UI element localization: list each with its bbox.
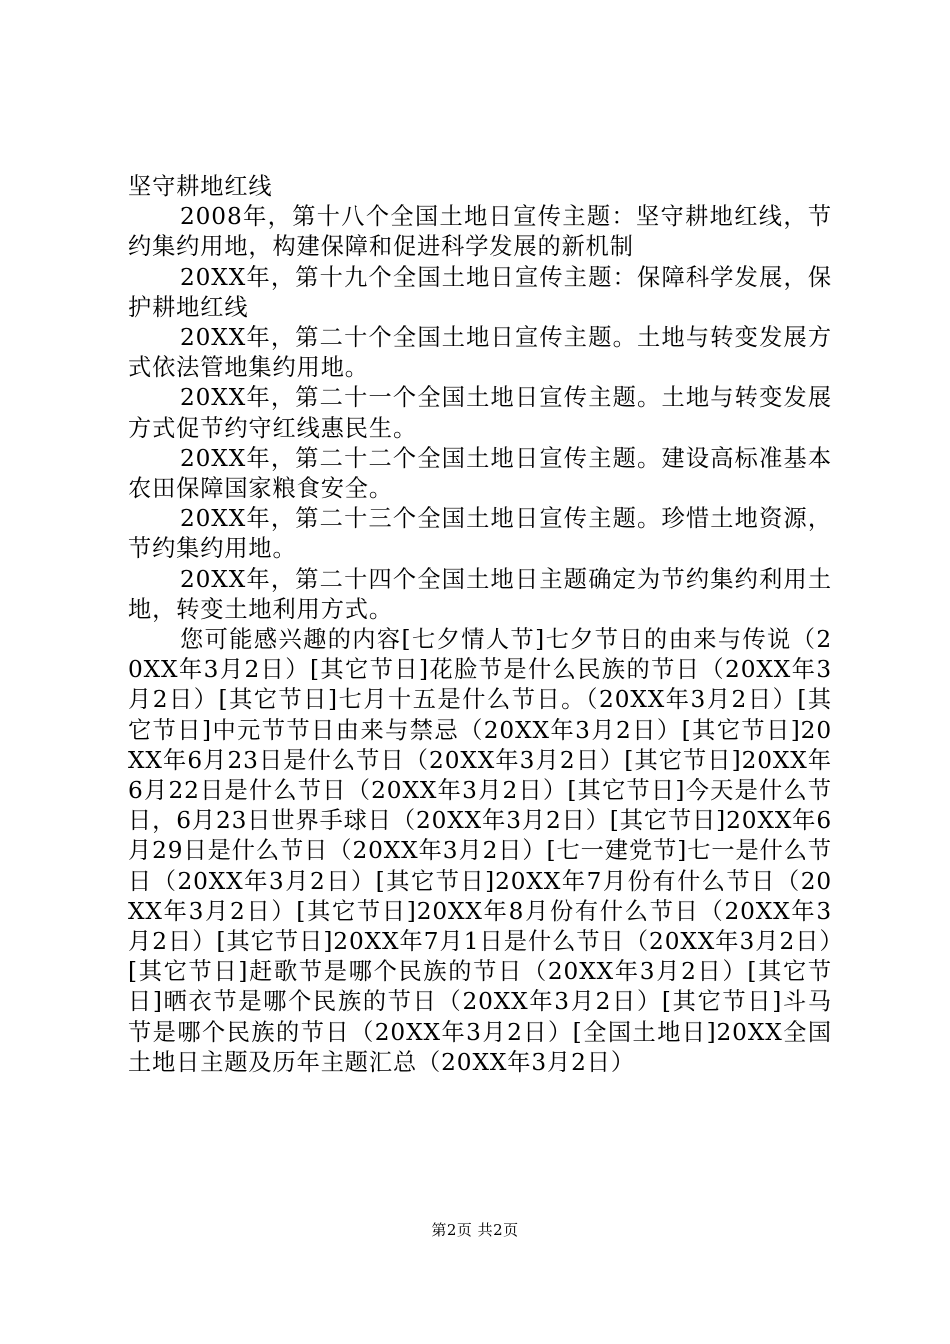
- paragraph-20th-theme: 20XX年，第二十个全国土地日宣传主题。土地与转变发展方式依法管地集约用地。: [128, 324, 832, 382]
- document-body: [128, 172, 832, 1078]
- paragraph-22nd-theme: 20XX年，第二十二个全国土地日宣传主题。建设高标准基本农田保障国家粮食安全。: [128, 444, 832, 503]
- paragraph-19th-theme: 20XX年，第十九个全国土地日宣传主题：保障科学发展，保护耕地红线: [128, 263, 832, 321]
- page-number-footer: 第2页 共2页: [431, 1221, 519, 1239]
- paragraph-2008-theme: 2008年，第十八个全国土地日宣传主题：坚守耕地红线，节约集约用地，构建保障和促进科学发展的新机制: [128, 203, 832, 261]
- related-content-paragraph: 您可能感兴趣的内容[七夕情人节]七夕节日的由来与传说（20XX年3月2日）[其它节日]花脸节是什么民族的节日（20XX年3月2日）[其它节日]七月十五是什么节日。（20XX年3月2日）[其它节日]中元节节日由来与禁忌（20XX年3月2日）[其它节日]20XX年6月23日是什么节日（20XX年3月2日）[其它节日]20XX年6月22日是什么节日（20XX年3月2日）[其它节日]今天是什么节日，6月23日世界手球日（20XX年3月2日）[其它节日]20XX年6月29日是什么节日（20XX年3月2日）[七一建党节]七一是什么节日（20XX年3月2日）[其它节日]20XX年7月份有什么节日（20XX年3月2日）[其它节日]20XX年8月份有什么节日（20XX年3月2日）[其它节日]20XX年7月1日是什么节日（20XX年3月2日）[其它节日]赶歌节是哪个民族的节日（20XX年3月2日）[其它节日]晒衣节是哪个民族的节日（20XX年3月2日）[其它节日]斗马节是哪个民族的节日（20XX年3月2日）[全国土地日]20XX全国土地日主题及历年主题汇总（20XX年3月2日）: [128, 626, 832, 1076]
- paragraph-23rd-theme: 20XX年，第二十三个全国土地日宣传主题。珍惜土地资源，节约集约用地。: [128, 505, 832, 563]
- paragraph-24th-theme: 20XX年，第二十四个全国土地日主题确定为节约集约利用土地，转变土地利用方式。: [128, 565, 832, 623]
- paragraph-heading-fragment: 坚守耕地红线: [128, 173, 273, 200]
- paragraph-21st-theme: 20XX年，第二十一个全国土地日宣传主题。土地与转变发展方式促节约守红线惠民生。: [128, 384, 832, 442]
